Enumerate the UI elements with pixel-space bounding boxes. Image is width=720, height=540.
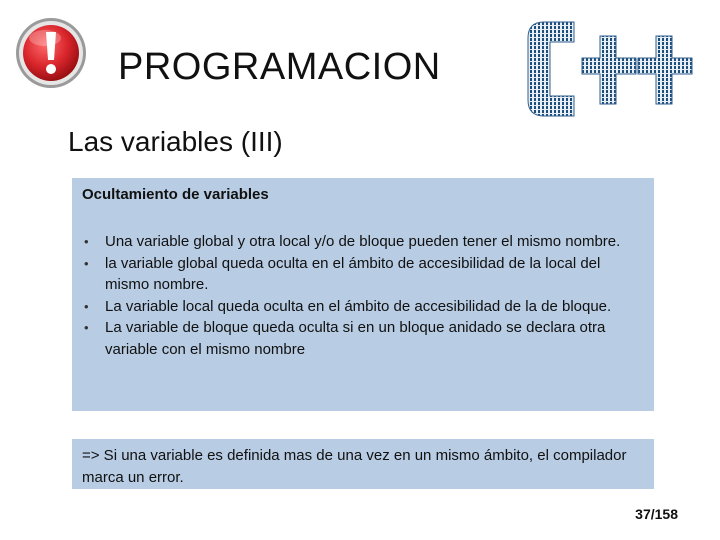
list-item: [82, 296, 644, 318]
bullet-icon: •: [84, 234, 89, 249]
slide-subtitle: Las variables (III): [68, 126, 283, 157]
content-box: [72, 178, 654, 411]
bullet-text: La variable local queda oculta en el ámbito de accesibilidad de la de bloque.: [105, 297, 612, 315]
cpp-logo-icon: [522, 14, 698, 124]
bullet-icon: •: [84, 320, 89, 335]
list-item: [82, 253, 644, 296]
page-number: 37/158: [635, 506, 678, 522]
bullet-icon: •: [84, 255, 89, 271]
bullet-text: la variable global queda oculta en el ámbito de accesibilidad de la local del mismo nombre.: [105, 254, 601, 293]
slide-title: PROGRAMACION: [118, 46, 441, 88]
exclamation-warning-icon: [14, 16, 88, 90]
note-text: => Si una variable es definida mas de una vez en un mismo ámbito, el compilador marca un error.: [82, 447, 627, 486]
list-item: [82, 231, 644, 253]
note-box: [72, 439, 654, 489]
bullet-text: La variable de bloque queda oculta si en un bloque anidado se declara otra variable con el mismo nombre: [105, 319, 606, 358]
list-item: [82, 317, 644, 360]
bullet-text: Una variable global y otra local y/o de bloque pueden tener el mismo nombre.: [105, 233, 621, 250]
bullet-icon: •: [84, 298, 89, 314]
bullet-list: [82, 231, 644, 360]
box-heading: Ocultamiento de variables: [82, 186, 269, 203]
